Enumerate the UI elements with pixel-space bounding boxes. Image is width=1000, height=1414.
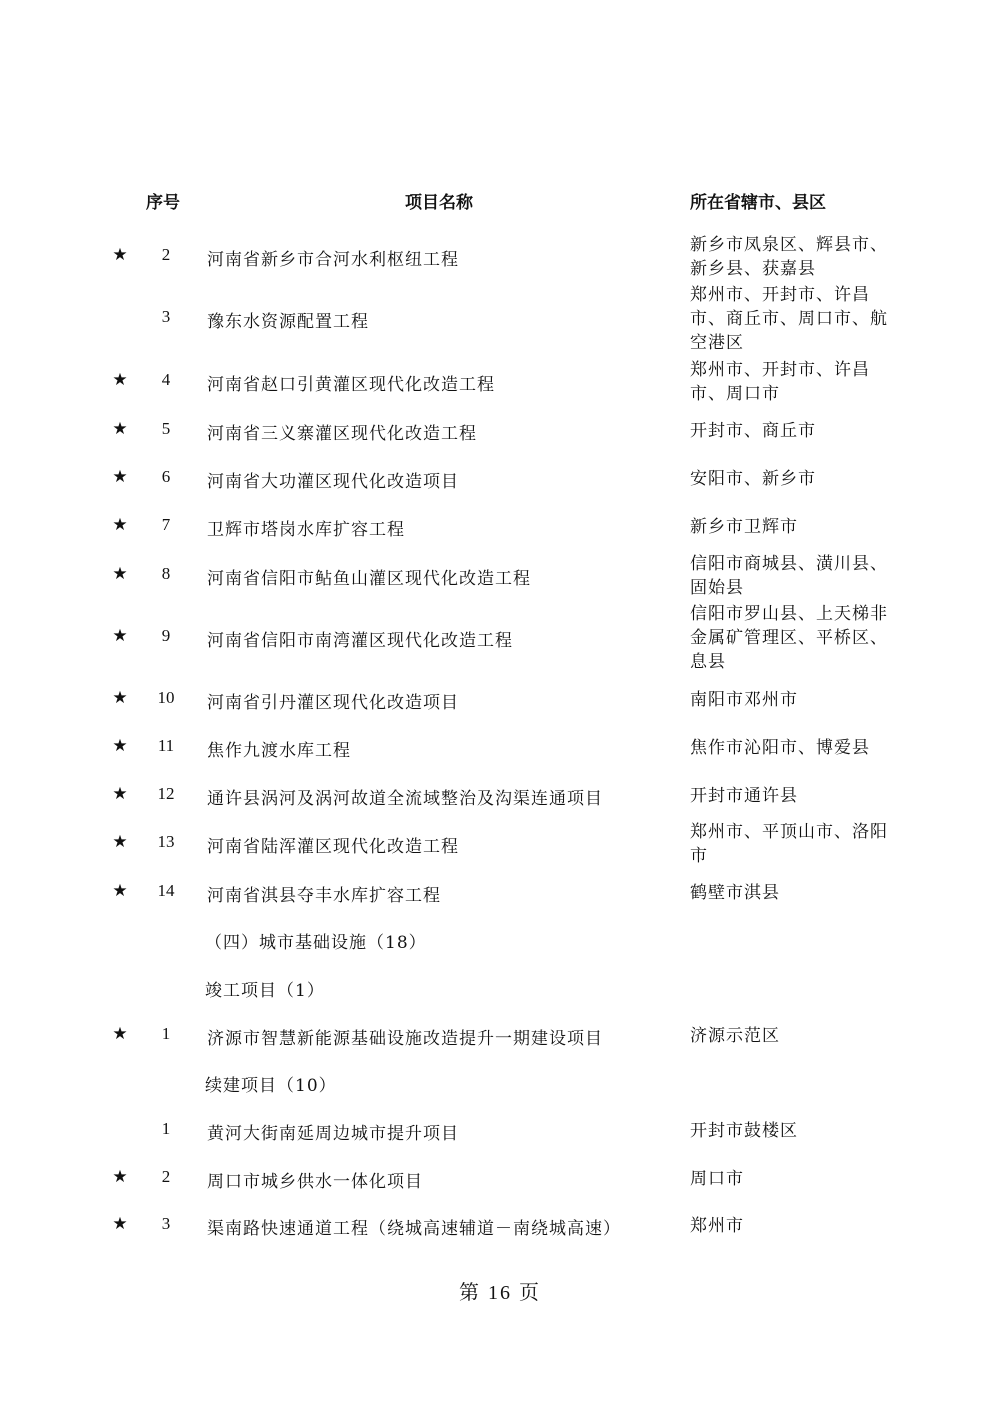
star-mark: ★ [112, 245, 128, 265]
table-row [0, 419, 1000, 443]
row-region: 信阳市罗山县、上天梯非金属矿管理区、平桥区、息县 [690, 604, 888, 672]
table-row [0, 467, 1000, 491]
row-region: 新乡市凤泉区、辉县市、新乡县、获嘉县 [690, 235, 888, 279]
row-region: 郑州市、平顶山市、洛阳市 [690, 822, 888, 866]
row-seq: 3 [161, 1214, 171, 1233]
header-region: 所在省辖市、县区 [690, 193, 826, 213]
table-row [0, 602, 1000, 674]
row-project-name: 豫东水资源配置工程 [207, 312, 369, 332]
table-row [0, 784, 1000, 808]
table-row [0, 820, 1000, 868]
section-heading: （四）城市基础设施（18） [205, 933, 427, 953]
table-row [0, 515, 1000, 539]
table-row [0, 1167, 1000, 1191]
row-project-name: 济源市智慧新能源基础设施改造提升一期建设项目 [207, 1029, 603, 1049]
table-row [0, 1024, 1000, 1048]
row-project-name: 河南省赵口引黄灌区现代化改造工程 [207, 375, 495, 395]
star-mark: ★ [112, 564, 128, 584]
subsection-continued: 续建项目（10） [205, 1076, 337, 1096]
row-seq: 11 [157, 736, 175, 755]
row-region: 郑州市、开封市、许昌市、周口市 [690, 360, 870, 404]
subsection-heading-row [0, 1071, 1000, 1095]
row-seq: 13 [157, 832, 175, 851]
row-seq: 1 [161, 1024, 171, 1043]
page-number: 第 16 页 [459, 1282, 541, 1304]
row-seq: 4 [161, 370, 171, 389]
star-mark: ★ [112, 467, 128, 487]
subsection-heading-row [0, 976, 1000, 1000]
subsection-completed: 竣工项目（1） [205, 981, 325, 1001]
star-mark: ★ [112, 881, 128, 901]
row-region: 郑州市、开封市、许昌市、商丘市、周口市、航空港区 [690, 285, 888, 353]
row-region: 信阳市商城县、潢川县、固始县 [690, 554, 888, 598]
table-row [0, 552, 1000, 600]
section-heading-row [0, 928, 1000, 952]
row-seq: 2 [161, 1167, 171, 1186]
row-region: 周口市 [690, 1169, 744, 1189]
star-mark: ★ [112, 784, 128, 804]
row-seq: 3 [161, 307, 171, 326]
row-seq: 7 [161, 515, 171, 534]
star-mark: ★ [112, 1214, 128, 1234]
star-mark: ★ [112, 626, 128, 646]
row-region: 开封市通许县 [690, 786, 798, 806]
row-seq: 10 [157, 688, 175, 707]
row-project-name: 河南省信阳市鲇鱼山灌区现代化改造工程 [207, 569, 531, 589]
row-region: 郑州市 [690, 1216, 744, 1236]
star-mark: ★ [112, 419, 128, 439]
star-mark: ★ [112, 1167, 128, 1187]
star-mark: ★ [112, 688, 128, 708]
row-project-name: 河南省新乡市合河水利枢纽工程 [207, 250, 459, 270]
table-row [0, 358, 1000, 406]
table-row [0, 233, 1000, 281]
row-project-name: 周口市城乡供水一体化项目 [207, 1172, 423, 1192]
row-seq: 12 [157, 784, 175, 803]
row-project-name: 通许县涡河及涡河故道全流域整治及沟渠连通项目 [207, 789, 603, 809]
star-mark: ★ [112, 370, 128, 390]
table-row [0, 1214, 1000, 1238]
row-seq: 2 [161, 245, 171, 264]
row-seq: 14 [157, 881, 175, 900]
star-mark: ★ [112, 515, 128, 535]
row-region: 安阳市、新乡市 [690, 469, 816, 489]
row-project-name: 河南省三义寨灌区现代化改造工程 [207, 424, 477, 444]
row-region: 济源示范区 [690, 1026, 780, 1046]
header-seq: 序号 [146, 193, 180, 213]
table-row [0, 283, 1000, 355]
row-region: 开封市鼓楼区 [690, 1121, 798, 1141]
row-project-name: 河南省淇县夺丰水库扩容工程 [207, 886, 441, 906]
row-project-name: 河南省陆浑灌区现代化改造工程 [207, 837, 459, 857]
row-project-name: 卫辉市塔岗水库扩容工程 [207, 520, 405, 540]
row-seq: 5 [161, 419, 171, 438]
row-project-name: 河南省引丹灌区现代化改造项目 [207, 693, 459, 713]
star-mark: ★ [112, 736, 128, 756]
table-row [0, 736, 1000, 760]
star-mark: ★ [112, 1024, 128, 1044]
row-project-name: 河南省信阳市南湾灌区现代化改造工程 [207, 631, 513, 651]
row-project-name: 河南省大功灌区现代化改造项目 [207, 472, 459, 492]
row-seq: 6 [161, 467, 171, 486]
row-region: 焦作市沁阳市、博爱县 [690, 738, 870, 758]
table-row [0, 1119, 1000, 1143]
row-seq: 8 [161, 564, 171, 583]
row-seq: 9 [161, 626, 171, 645]
star-mark: ★ [112, 832, 128, 852]
row-seq: 1 [161, 1119, 171, 1138]
table-row [0, 881, 1000, 905]
table-row [0, 688, 1000, 712]
row-project-name: 黄河大街南延周边城市提升项目 [207, 1124, 459, 1144]
row-project-name: 焦作九渡水库工程 [207, 741, 351, 761]
row-project-name: 渠南路快速通道工程（绕城高速辅道－南绕城高速） [207, 1219, 621, 1239]
row-region: 开封市、商丘市 [690, 421, 816, 441]
row-region: 新乡市卫辉市 [690, 517, 798, 537]
row-region: 鹤壁市淇县 [690, 883, 780, 903]
row-region: 南阳市邓州市 [690, 690, 798, 710]
header-project-name: 项目名称 [405, 193, 473, 213]
